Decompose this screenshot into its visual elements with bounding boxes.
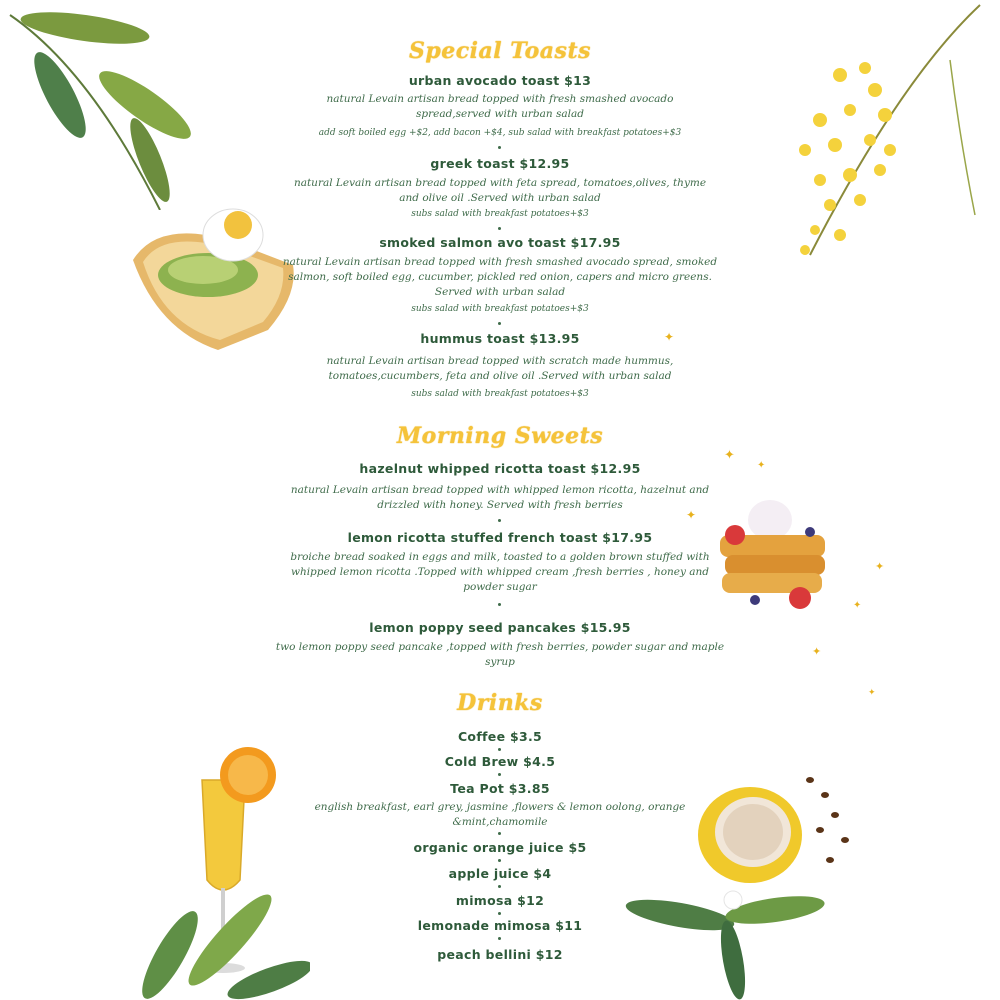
item-description: english breakfast, earl grey, jasmine ,flowers & lemon oolong, orange &mint,chamomile: [314, 801, 686, 828]
leaf-branch-icon: [0, 0, 210, 210]
sparkle-icon: ✦: [853, 600, 862, 611]
item-description: broiche bread soaked in eggs and milk, toasted to a golden brown stuffed with whipped lemon ricotta .Topped with whipped cream ,fresh berries , honey and powder sugar: [290, 551, 710, 593]
french-toast-icon: [700, 490, 840, 620]
separator-dot: [498, 519, 501, 522]
section-title-drinks: Drinks: [457, 690, 543, 716]
item-urban-avocado-toast: urban avocado toast $13: [408, 73, 592, 88]
item-note: subs salad with breakfast potatoes+$3: [411, 209, 589, 219]
sparkle-icon: ✦: [686, 508, 697, 522]
section-title-toasts: Special Toasts: [408, 38, 591, 64]
sparkle-icon: ✦: [724, 448, 735, 463]
item-greek-toast: greek toast $12.95: [430, 156, 570, 171]
item-lemon-ricotta-stuffed-french-toast: lemon ricotta stuffed french toast $17.95: [347, 530, 653, 545]
item-hazelnut-whipped-ricotta-toast: hazelnut whipped ricotta toast $12.95: [359, 461, 641, 476]
separator-dot: [498, 937, 501, 940]
sparkle-icon: ✦: [757, 460, 766, 471]
item-lemonade-mimosa: lemonade mimosa $11: [417, 918, 583, 933]
item-note: add soft boiled egg +$2, add bacon +$4, sub salad with breakfast potatoes+$3: [318, 128, 682, 138]
item-lemon-poppy-seed-pancakes: lemon poppy seed pancakes $15.95: [369, 620, 631, 635]
separator-dot: [498, 859, 501, 862]
separator-dot: [498, 322, 501, 325]
item-description: natural Levain artisan bread topped with fresh smashed avocado spread, smoked salmon, soft boiled egg, cucumber, pickled red onion, capers and micro greens. Served with urban salad: [282, 256, 718, 298]
sparkle-icon: ✦: [812, 645, 822, 658]
item-note: subs salad with breakfast potatoes+$3: [411, 304, 589, 314]
item-tea-pot: Tea Pot $3.85: [450, 781, 550, 796]
item-peach-bellini: peach bellini $12: [437, 947, 563, 962]
sparkle-icon: ✦: [875, 560, 885, 573]
item-coffee: Coffee $3.5: [457, 729, 543, 744]
separator-dot: [498, 748, 501, 751]
separator-dot: [498, 912, 501, 915]
item-apple-juice: apple juice $4: [448, 866, 552, 881]
separator-dot: [498, 773, 501, 776]
item-smoked-salmon-avo-toast: smoked salmon avo toast $17.95: [379, 235, 621, 250]
separator-dot: [498, 227, 501, 230]
mimosa-flower-icon: [780, 0, 1000, 265]
item-organic-orange-juice: organic orange juice $5: [413, 840, 587, 855]
item-description: natural Levain artisan bread topped with scratch made hummus, tomatoes,cucumbers, feta and olive oil .Served with urban salad: [326, 355, 674, 382]
item-description: natural Levain artisan bread topped with whipped lemon ricotta, hazelnut and drizzled with honey. Served with fresh berries: [290, 484, 710, 511]
separator-dot: [498, 603, 501, 606]
separator-dot: [498, 885, 501, 888]
section-title-sweets: Morning Sweets: [396, 423, 604, 449]
item-description: natural Levain artisan bread topped with feta spread, tomatoes,olives, thyme and olive oil .Served with urban salad: [293, 177, 707, 204]
item-mimosa: mimosa $12: [455, 893, 545, 908]
item-description: two lemon poppy seed pancake ,topped with fresh berries, powder sugar and maple syrup: [275, 641, 725, 668]
item-description: natural Levain artisan bread topped with fresh smashed avocado spread,served with urban salad: [326, 93, 674, 120]
separator-dot: [498, 832, 501, 835]
item-hummus-toast: hummus toast $13.95: [420, 331, 580, 346]
item-note: subs salad with breakfast potatoes+$3: [411, 389, 589, 399]
separator-dot: [498, 146, 501, 149]
item-cold-brew: Cold Brew $4.5: [444, 754, 556, 769]
sparkle-icon: ✦: [664, 330, 675, 344]
sparkle-icon: ✦: [868, 688, 876, 698]
